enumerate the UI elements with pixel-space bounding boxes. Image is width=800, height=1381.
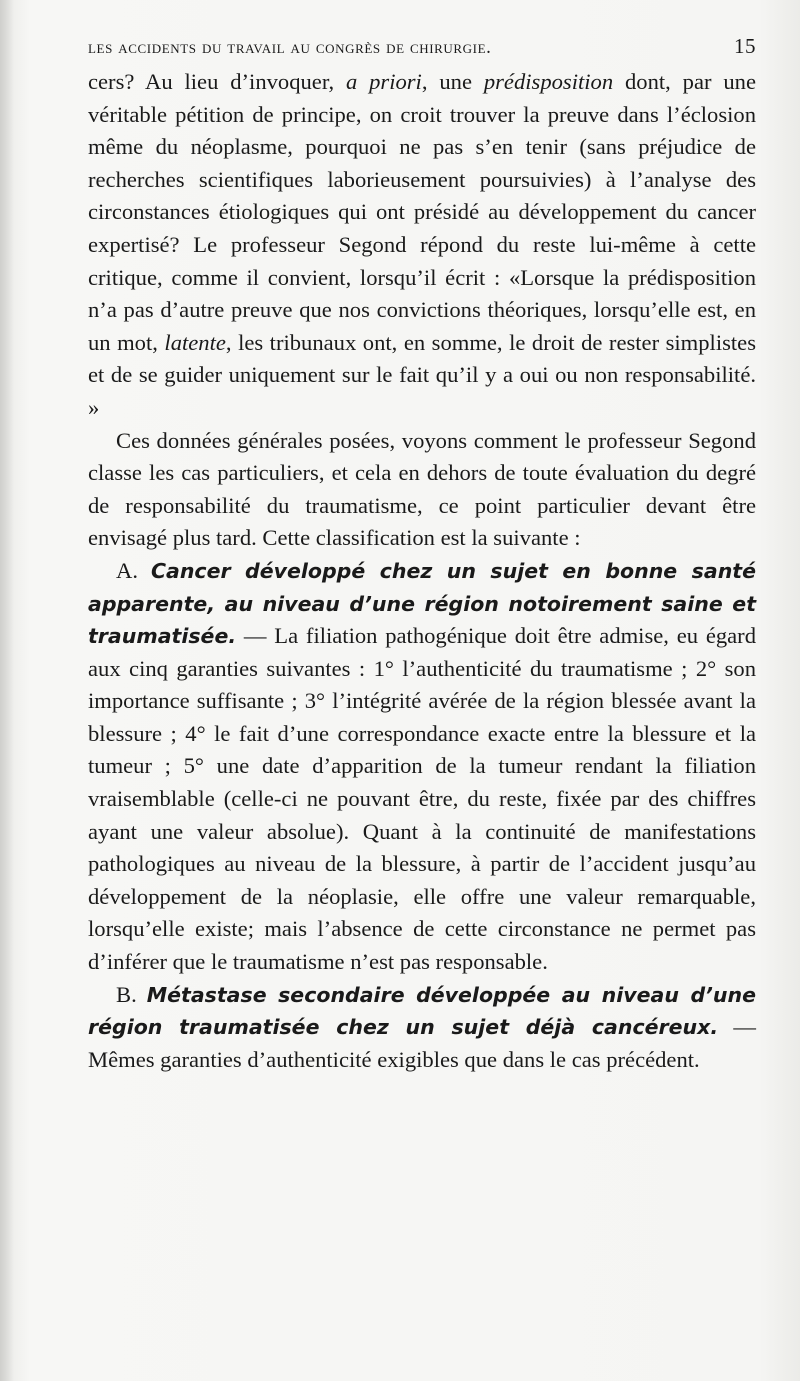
section-text-a: — La filiation pathogénique doit être admise, eu égard aux cinq garanties suivantes : 1° l’authenticité du traumatisme ; 2° son importance suffisante ; 3° l’intégrité avérée de la région blessée avant la blessure ; 4° le fait d’une correspondance exacte entre la blessure et la tumeur ; 5° une date d’apparition de la tumeur rendant la filiation vraisemblable (celle-ci ne pouvant être, du reste, fixée par des chiffres ayant une valeur absolue). Quant à la continuité de manifestations pathologiques au niveau de la blessure, à partir de l’accident jusqu’au développement de la néoplasie, elle offre une valeur remarquable, lorsqu’elle existe; mais l’absence de cette circonstance ne permet pas d’inférer que le traumatisme n’est pas responsable. xyxy=(88,623,756,975)
binding-shadow xyxy=(0,0,14,1381)
running-head xyxy=(88,34,756,58)
body-text xyxy=(88,66,756,1076)
paragraph-case-a xyxy=(88,555,756,979)
paragraph-continuation xyxy=(88,66,756,425)
text-run: cers? Au lieu d’invoquer, xyxy=(88,69,346,94)
italic-run: latente xyxy=(164,329,226,355)
italic-run: prédisposition xyxy=(483,69,614,94)
section-letter-a: A. xyxy=(116,557,151,583)
text-run: dont, par une véritable pétition de principe, on croit trouver la preuve dans l’éclosion même du néoplasme, pourquoi ne pas s’en tenir (sans préjudice de recherches scientifiques laborieusement poursuivies) à l’analyse des circonstances étiologiques qui ont présidé au développement du cancer expertisé? Le professeur Segond répond du reste lui-même à cette critique, comme il convient, lorsqu’il écrit : «Lorsque la prédisposition n’a pas d’autre preuve que nos convictions théoriques, lorsqu’elle est, en un mot, xyxy=(88,69,756,355)
text-run: , les tribunaux ont, en somme, le droit de rester simplistes et de se guider uniquement sur le fait qu’il y a oui ou non responsabilité. » xyxy=(88,329,756,420)
italic-run: a priori xyxy=(345,69,422,94)
text-run: , une xyxy=(421,69,484,94)
running-head-title: les accidents du travail au congrès de chirurgie. xyxy=(88,37,492,58)
section-text-b: — Mêmes garanties d’authenticité exigibles que dans le cas précédent. xyxy=(88,1014,756,1072)
section-heading-b: Métastase secondaire développée au niveau d’une région traumatisée chez un sujet déjà cancéreux. xyxy=(88,982,756,1040)
section-letter-b: B. xyxy=(116,981,147,1007)
paragraph-classification-intro: Ces données générales posées, voyons comment le professeur Segond classe les cas particuliers, et cela en dehors de toute évaluation du degré de responsabilité du traumatisme, ce point particulier devant être envisagé plus tard. Cette classification est la suivante : xyxy=(88,427,756,551)
page-number: 15 xyxy=(734,34,756,58)
paragraph-case-b xyxy=(88,979,756,1077)
section-heading-a: Cancer développé chez un sujet en bonne santé apparente, au niveau d’une région notoirement saine et traumatisée. xyxy=(88,558,757,649)
